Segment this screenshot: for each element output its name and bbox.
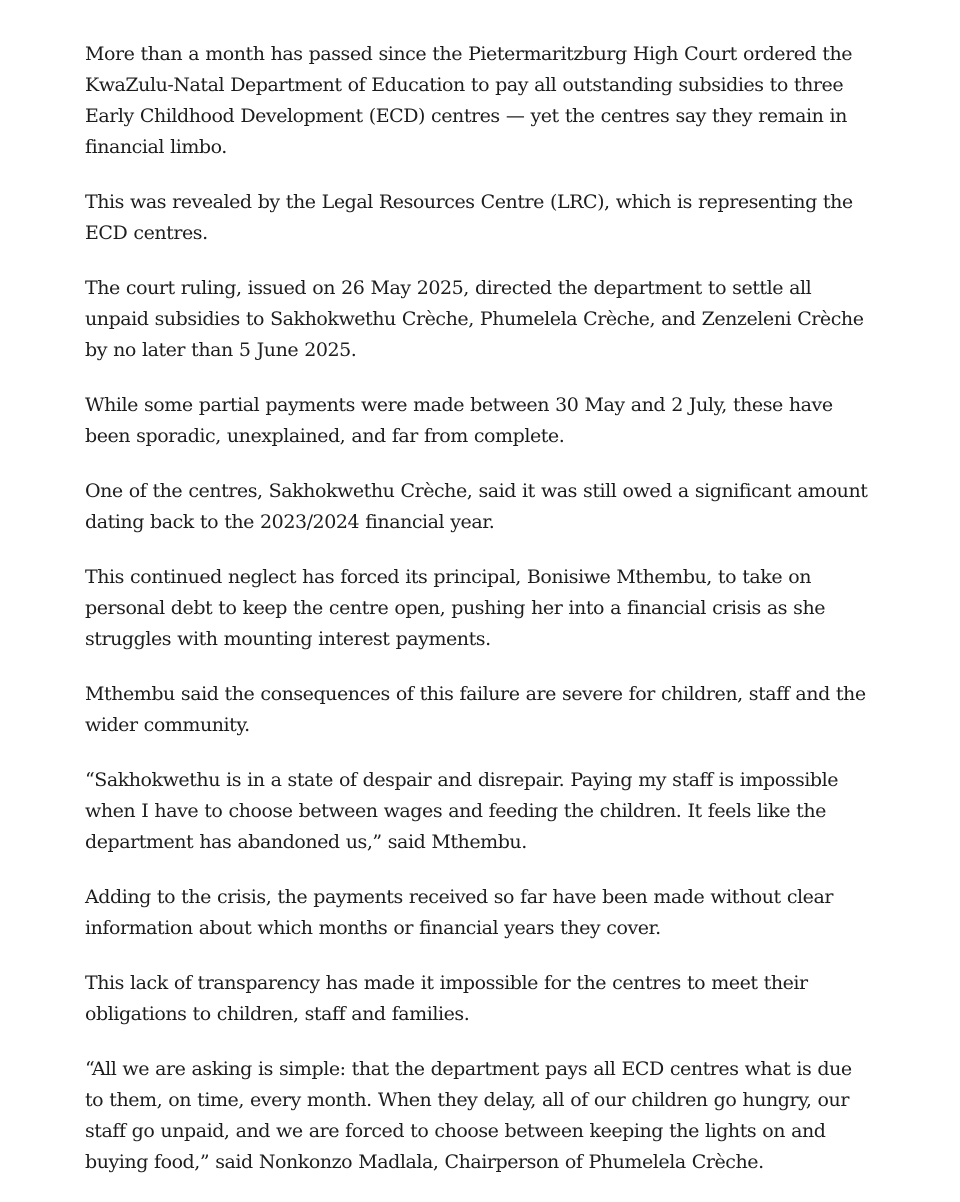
article-body: [85, 39, 875, 1202]
paragraph-madlala-quote: “All we are asking is simple: that the department pays all ECD centres what is due to them, on time, every month. When they delay, all of our children go hungry, our staff go unpaid, and we are forced to choose between keeping the lights on and buying food,” said Nonkonzo Madlala, Chairperson of Phumelela Crèche.: [85, 1058, 852, 1173]
paragraph-unclear-payments: Adding to the crisis, the payments received so far have been made without clear information about which months or financial years they cover.: [85, 886, 833, 939]
paragraph-sakhokwethu-owed: One of the centres, Sakhokwethu Crèche, said it was still owed a significant amount dating back to the 2023/2024 financial year.: [85, 480, 868, 533]
paragraph-partial-payments: While some partial payments were made between 30 May and 2 July, these have been sporadic, unexplained, and far from complete.: [85, 394, 833, 447]
paragraph-court-ruling: The court ruling, issued on 26 May 2025, directed the department to settle all unpaid subsidies to Sakhokwethu Crèche, Phumelela Crèche, and Zenzeleni Crèche by no later than 5 June 2025.: [85, 277, 864, 361]
paragraph-lrc: This was revealed by the Legal Resources Centre (LRC), which is representing the ECD centres.: [85, 191, 853, 244]
paragraph-transparency: This lack of transparency has made it impossible for the centres to meet their obligations to children, staff and families.: [85, 972, 808, 1025]
paragraph-mthembu-quote: “Sakhokwethu is in a state of despair and disrepair. Paying my staff is impossible when I have to choose between wages and feeding the children. It feels like the department has abandoned us,” said Mthembu.: [85, 769, 839, 853]
paragraph-principal-debt: This continued neglect has forced its principal, Bonisiwe Mthembu, to take on personal debt to keep the centre open, pushing her into a financial crisis as she struggles with mounting interest payments.: [85, 566, 826, 650]
paragraph-consequences: Mthembu said the consequences of this failure are severe for children, staff and the wider community.: [85, 683, 866, 736]
paragraph-court-order: More than a month has passed since the Pietermaritzburg High Court ordered the KwaZulu-Natal Department of Education to pay all outstanding subsidies to three Early Childhood Development (ECD) centres — yet the centres say they remain in financial limbo.: [85, 43, 853, 158]
